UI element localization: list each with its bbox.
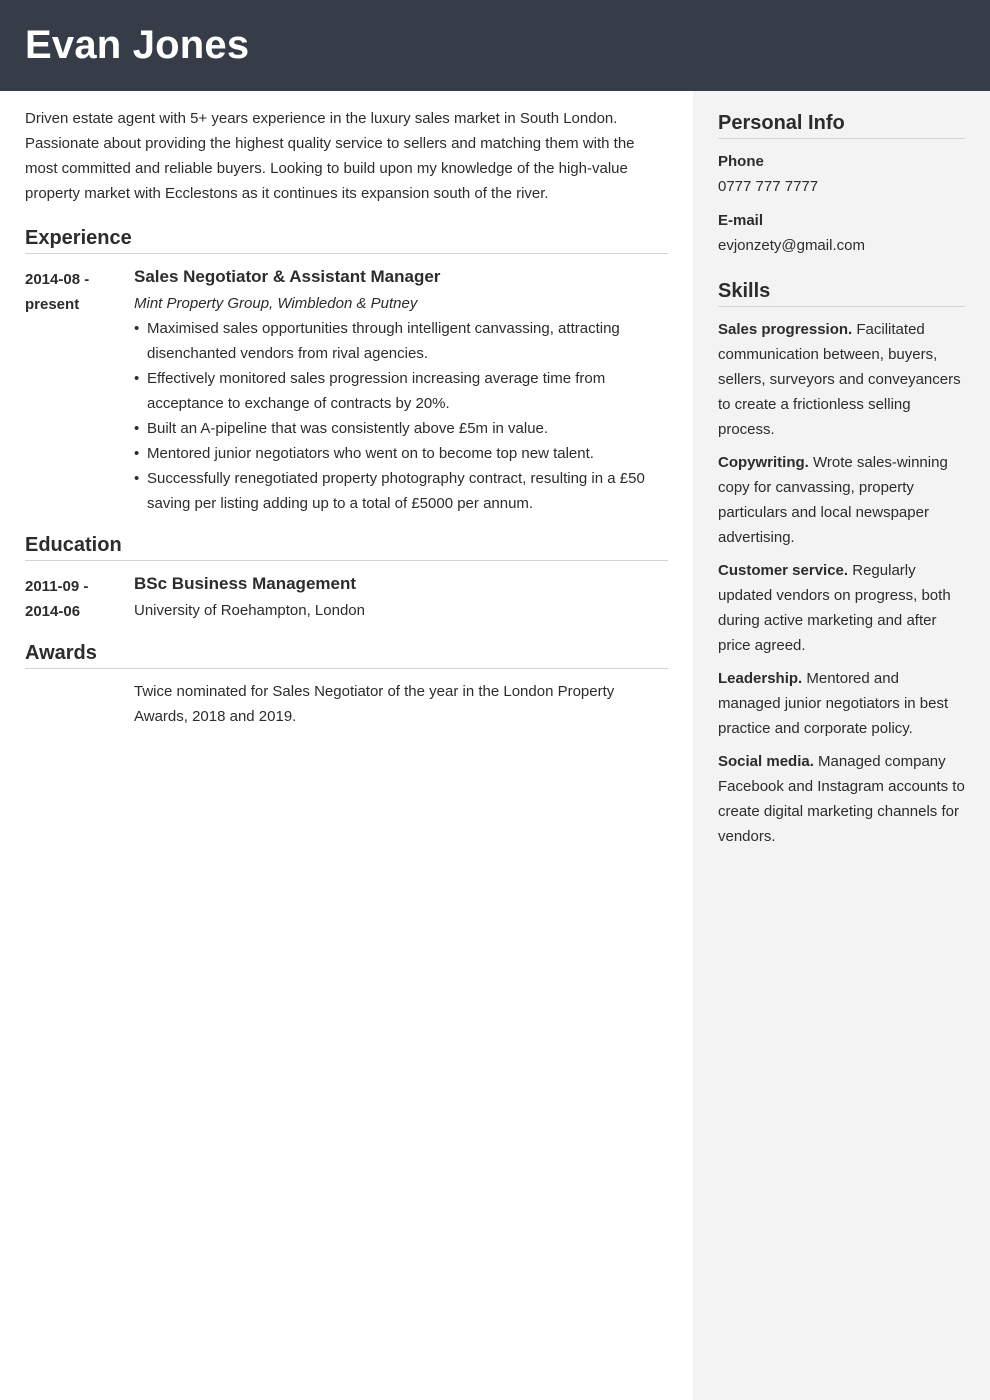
skills-heading: Skills [718, 278, 965, 307]
experience-date: 2014-08 - present [25, 271, 90, 313]
profile-summary: Driven estate agent with 5+ years experience in the luxury sales market in South London. Passionate about providing the highest quality service to sellers and matching them with the most committed and reliable buyers. Looking to build upon my knowledge of the high-value property market with Ecclestons as it continues its expansion south of the river. [25, 110, 635, 202]
education-body [134, 572, 668, 623]
awards-heading: Awards [25, 640, 668, 669]
skill-item [718, 317, 965, 442]
skill-description: Managed company Facebook and Instagram accounts to create digital marketing channels for vendors. [718, 753, 965, 845]
experience-entry [25, 265, 668, 516]
experience-body [134, 265, 668, 516]
award-description: Twice nominated for Sales Negotiator of the year in the London Property Awards, 2018 and 2019. [134, 683, 615, 725]
responsibility-list [134, 316, 668, 516]
bullet-icon: • [134, 370, 140, 387]
job-title: Sales Negotiator & Assistant Manager [134, 267, 441, 286]
experience-heading: Experience [25, 225, 668, 254]
degree-title: BSc Business Management [134, 574, 357, 593]
skill-item [718, 749, 965, 849]
education-heading: Education [25, 532, 668, 561]
responsibility-item [134, 441, 668, 466]
candidate-name: Evan Jones [25, 23, 250, 67]
skill-description: Facilitated communication between, buyers, sellers, surveyors and conveyancers to create a frictionless selling process. [718, 321, 961, 438]
responsibility-text: Mentored junior negotiators who went on to become top new talent. [147, 445, 594, 462]
skill-name: Sales progression. [718, 321, 853, 338]
responsibility-text: Built an A-pipeline that was consistently above £5m in value. [147, 420, 549, 437]
phone-label: Phone [718, 153, 764, 170]
responsibility-text: Successfully renegotiated property photography contract, resulting in a £50 saving per listing adding up to a total of £5000 per annum. [147, 470, 645, 512]
responsibility-item [134, 366, 668, 416]
main-column [25, 106, 668, 729]
skills-list [718, 317, 965, 849]
email-value: evjonzety@gmail.com [718, 237, 865, 254]
bullet-icon: • [134, 420, 140, 437]
school-name: University of Roehampton, London [134, 602, 365, 619]
responsibility-item [134, 316, 668, 366]
email-label: E-mail [718, 212, 764, 229]
bullet-icon: • [134, 445, 140, 462]
responsibility-text: Maximised sales opportunities through intelligent canvassing, attracting disenchanted vendors from rival agencies. [147, 320, 620, 362]
company-name: Mint Property Group, Wimbledon & Putney [134, 295, 418, 312]
skill-description: Regularly updated vendors on progress, both during active marketing and after price agreed. [718, 562, 951, 654]
education-date: 2011-09 - 2014-06 [25, 578, 89, 620]
phone-value: 0777 777 7777 [718, 178, 819, 195]
skill-name: Social media. [718, 753, 814, 770]
skill-description: Wrote sales-winning copy for canvassing, property particulars and local newspaper advertising. [718, 454, 948, 546]
personal-info-heading: Personal Info [718, 110, 965, 139]
education-entry [25, 572, 668, 623]
responsibility-text: Effectively monitored sales progression increasing average time from acceptance to exchange of contracts by 20%. [147, 370, 606, 412]
bullet-icon: • [134, 320, 140, 337]
skill-item [718, 558, 965, 658]
responsibility-item [134, 466, 668, 516]
skill-item [718, 450, 965, 550]
skill-name: Copywriting. [718, 454, 809, 471]
sidebar-column [718, 110, 965, 849]
responsibility-item [134, 416, 668, 441]
bullet-icon: • [134, 470, 140, 487]
skill-item [718, 666, 965, 741]
skill-name: Customer service. [718, 562, 849, 579]
skill-description: Mentored and managed junior negotiators in best practice and corporate policy. [718, 670, 949, 737]
skill-name: Leadership. [718, 670, 803, 687]
resume-header [0, 0, 990, 91]
